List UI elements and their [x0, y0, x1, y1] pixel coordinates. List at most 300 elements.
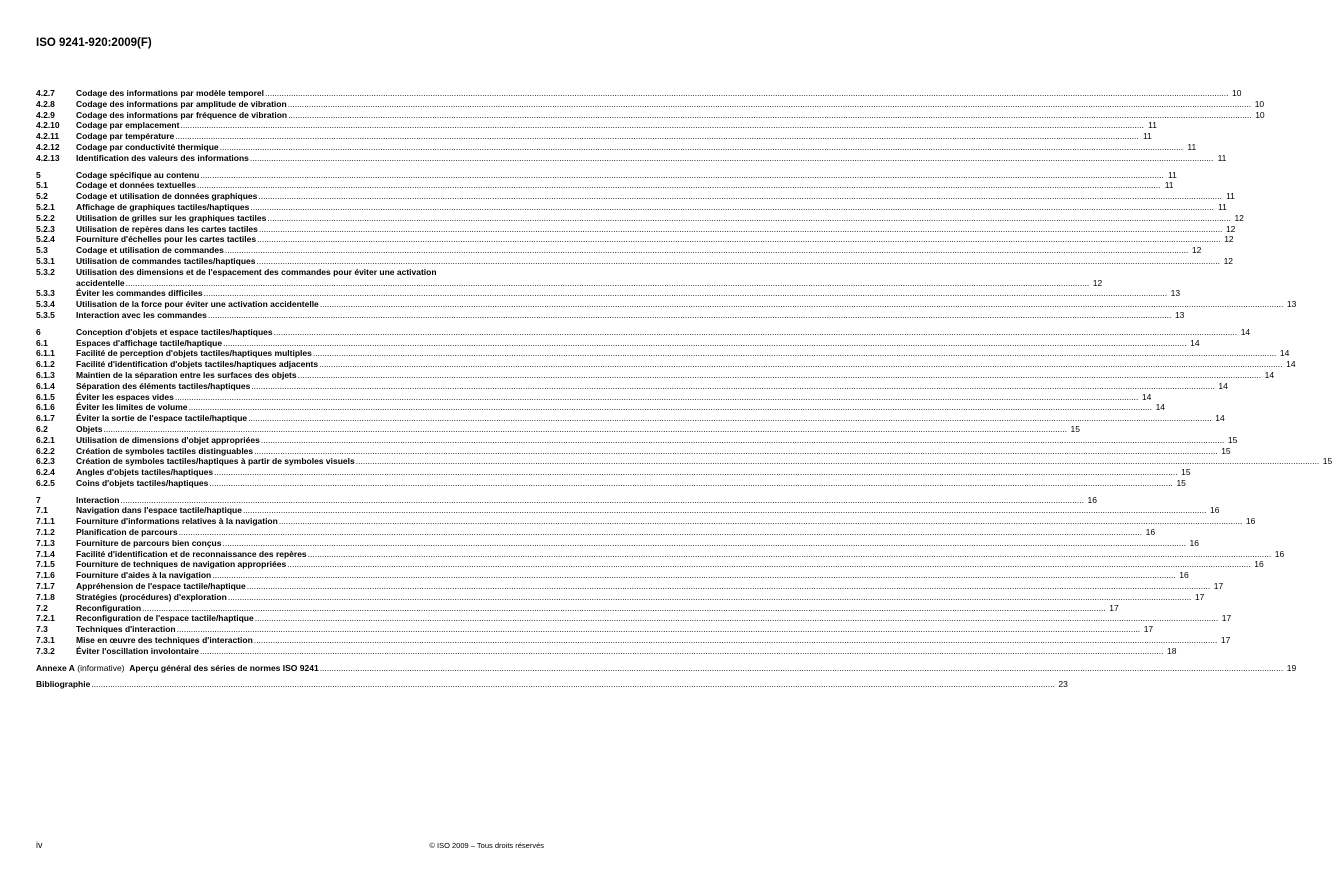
toc-entry-number: 6.1.4	[36, 380, 55, 391]
toc-entry-body	[76, 402, 1166, 413]
dot-leader	[243, 505, 1207, 516]
toc-entry-title: Reconfiguration de l'espace tactile/haptique	[76, 613, 254, 624]
toc-entry-title: Fourniture d'informations relatives à la navigation	[76, 516, 278, 527]
toc-entry-body	[76, 413, 1225, 424]
toc-entry-page: 16	[1254, 559, 1264, 570]
toc-entry-page: 14	[1218, 380, 1228, 391]
toc-entry-body	[76, 288, 1181, 299]
toc-entry[interactable]	[36, 559, 1264, 570]
dot-leader	[189, 402, 1153, 413]
toc-entry-title: Interaction	[76, 494, 120, 505]
toc-entry[interactable]	[36, 266, 1103, 289]
toc-entry-number: 6.1.2	[36, 359, 55, 370]
toc-entry[interactable]	[36, 635, 1231, 646]
toc-entry-body	[76, 348, 1290, 359]
toc-entry-number: 7.1.3	[36, 537, 55, 548]
toc-entry[interactable]	[36, 326, 1251, 338]
dot-leader	[120, 495, 1084, 506]
toc-entry-number: 7.3.1	[36, 635, 55, 646]
toc-entry-page: 11	[1218, 201, 1227, 212]
toc-entry-number: 5.2.1	[36, 201, 55, 212]
annex-informative: (informative)	[77, 662, 125, 673]
dot-leader	[209, 478, 1173, 489]
toc-entry[interactable]	[36, 477, 1186, 489]
toc-entry-page: 18	[1167, 645, 1177, 656]
dot-leader	[204, 288, 1168, 299]
toc-entry-body	[76, 570, 1189, 581]
toc-entry-title: Codage et données textuelles	[76, 180, 196, 191]
toc-entry-body	[76, 380, 1228, 392]
toc-entry-body	[76, 369, 1275, 381]
toc-entry-title: Codage des informations par modèle temporel	[76, 88, 264, 98]
toc-entry-number: 5.1	[36, 180, 48, 191]
toc-entry-title: Codage spécifique au contenu	[76, 169, 200, 180]
toc-entry-page: 14	[1215, 413, 1225, 424]
toc-entry-page: 16	[1145, 527, 1156, 538]
dot-leader	[257, 234, 1221, 245]
toc-entry[interactable]	[36, 288, 1181, 299]
toc-entry-page: 16	[1245, 516, 1256, 527]
bibliography-title: Bibliographie	[36, 679, 91, 690]
toc-entry-page: 17	[1143, 624, 1154, 635]
toc-entry-title: Utilisation de repères dans les cartes tactiles	[76, 223, 258, 234]
toc-entry-body	[36, 679, 1068, 690]
toc-entry-title: Codage et utilisation de données graphiques	[76, 191, 258, 202]
toc-entry-title: Codage par conductivité thermique	[76, 141, 219, 152]
dot-leader	[222, 538, 1186, 549]
toc-entry-body	[76, 201, 1227, 213]
toc-entry[interactable]	[36, 494, 1097, 506]
toc-entry-title: Mise en œuvre des techniques d'interaction	[76, 635, 253, 646]
toc-entry-page: 13	[1174, 309, 1185, 320]
toc-entry[interactable]	[36, 180, 1174, 191]
toc-entry-body	[76, 581, 1224, 592]
toc-entry-page: 14	[1264, 369, 1275, 380]
document-id: ISO 9241-920:2009(F)	[36, 37, 152, 49]
toc-entry-body	[76, 88, 1242, 99]
toc-entry-page: 11	[1187, 141, 1197, 152]
toc-entry[interactable]	[36, 359, 1296, 370]
toc-entry[interactable]	[36, 602, 1119, 614]
toc-entry-title: Création de symboles tactiles distinguables	[76, 445, 254, 456]
dot-leader	[126, 278, 1090, 289]
toc-entry-title: Affichage de graphiques tactiles/haptiques	[76, 201, 250, 212]
toc-entry-body	[76, 527, 1156, 538]
toc-entry-body	[76, 109, 1265, 121]
toc-entry-number: 7.1.7	[36, 581, 55, 592]
toc-entry-body	[76, 337, 1200, 349]
toc-entry-number: 6	[36, 326, 41, 337]
dot-leader	[257, 256, 1221, 267]
toc-entry-number: 4.2.11	[36, 131, 60, 142]
toc-entry[interactable]	[36, 131, 1152, 142]
toc-entry[interactable]	[36, 445, 1231, 457]
dot-leader	[180, 120, 1144, 131]
toc-entry[interactable]	[36, 413, 1225, 424]
toc-entry-title: Angles d'objets tactiles/haptiques	[76, 467, 214, 478]
dot-leader	[288, 110, 1252, 121]
toc-entry-number: 6.1.7	[36, 413, 55, 424]
dot-leader	[175, 131, 1139, 142]
toc-entry-number: 7	[36, 494, 41, 505]
toc-entry-number: 5.3.3	[36, 288, 55, 299]
dot-leader	[250, 153, 1214, 164]
toc-entry[interactable]	[36, 348, 1290, 359]
toc-entry-number: 4.2.9	[36, 109, 55, 120]
toc-entry-page: 15	[1221, 445, 1231, 456]
dot-leader	[319, 359, 1283, 370]
toc-entry-page: 12	[1234, 212, 1244, 223]
table-of-contents	[36, 88, 1332, 690]
toc-entry-body	[76, 191, 1235, 202]
toc-entry-body	[36, 662, 1297, 674]
copyright-notice: © ISO 2009 – Tous droits réservés	[429, 841, 544, 850]
toc-entry[interactable]	[36, 169, 1177, 181]
toc-entry-page: 11	[1167, 169, 1177, 180]
toc-entry-continuation	[76, 278, 1102, 289]
toc-entry[interactable]	[36, 212, 1244, 224]
toc-entry-body	[76, 212, 1244, 224]
toc-entry-body	[76, 98, 1265, 110]
toc-entry-title: Utilisation de commandes tactiles/haptiques	[76, 255, 256, 266]
toc-entry[interactable]	[36, 152, 1227, 164]
toc-entry-body	[76, 537, 1199, 549]
toc-entry-body	[76, 477, 1186, 489]
dot-leader	[91, 679, 1055, 690]
toc-entry-number: 6.1.1	[36, 348, 55, 359]
toc-entry-title: Coins d'objets tactiles/haptiques	[76, 477, 209, 488]
toc-entry-number: 4.2.10	[36, 120, 60, 131]
toc-entry-page: 10	[1232, 88, 1242, 98]
dot-leader	[228, 592, 1192, 603]
toc-entry-page: 12	[1092, 277, 1103, 288]
toc-entry-number: 4.2.12	[36, 141, 60, 152]
dot-leader	[212, 570, 1176, 581]
toc-entry-number: 7.1.2	[36, 527, 55, 538]
toc-entry-number: 5.3	[36, 245, 48, 256]
toc-entry-title: Techniques d'interaction	[76, 624, 176, 635]
toc-entry[interactable]	[36, 309, 1185, 321]
toc-entry[interactable]	[36, 645, 1177, 657]
toc-entry[interactable]	[36, 337, 1200, 349]
toc-entry-page: 16	[1210, 505, 1220, 516]
toc-entry-title-continued: accidentelle	[76, 277, 125, 288]
toc-entry-body	[76, 234, 1234, 245]
toc-entry-body	[76, 505, 1220, 516]
toc-entry-number: 6.2.4	[36, 467, 55, 478]
toc-entry-title: Codage et utilisation de commandes	[76, 245, 224, 256]
toc-entry-body	[76, 326, 1251, 338]
toc-entry-title: Éviter les espaces vides	[76, 391, 174, 402]
toc-entry-page: 11	[1148, 120, 1157, 131]
toc-entry-body	[76, 141, 1197, 153]
toc-entry-title: Conception d'objets et espace tactiles/haptiques	[76, 326, 273, 337]
toc-entry[interactable]	[36, 456, 1332, 467]
toc-entry[interactable]	[36, 527, 1156, 538]
toc-entry-number: 7.3.2	[36, 645, 55, 656]
toc-entry-body	[76, 267, 1102, 289]
toc-entry-title: Facilité de perception d'objets tactiles/haptiques multiples	[76, 348, 312, 359]
toc-entry-body	[76, 120, 1157, 131]
dot-leader	[247, 581, 1211, 592]
toc-entry-body	[76, 245, 1202, 256]
toc-entry-page: 11	[1217, 152, 1227, 163]
toc-entry-number: 7.2	[36, 602, 48, 613]
annex-title: Aperçu général des séries de normes ISO 9241	[129, 662, 319, 673]
toc-entry-body	[76, 180, 1174, 191]
toc-entry-title: Facilité d'identification et de reconnaissance des repères	[76, 548, 307, 559]
toc-entry-page: 13	[1286, 299, 1297, 310]
toc-entry-page: 17	[1221, 613, 1232, 624]
toc-entry[interactable]	[36, 516, 1256, 527]
toc-entry[interactable]	[36, 624, 1154, 635]
toc-entry-page: 15	[1227, 434, 1238, 445]
toc-entry-body	[76, 456, 1332, 467]
toc-entry-number: 5	[36, 169, 41, 180]
toc-entry-page: 12	[1191, 245, 1202, 256]
toc-entry-number: 6.1.5	[36, 391, 55, 402]
toc-entry-number: 4.2.7	[36, 88, 55, 98]
toc-entry-number: 5.2.3	[36, 223, 55, 234]
toc-entry-page: 11	[1142, 131, 1152, 142]
toc-entry-number: 6.2.2	[36, 445, 55, 456]
bibliography-page: 23	[1058, 679, 1068, 690]
toc-entry-number: 6.2.1	[36, 434, 55, 445]
dot-leader	[313, 348, 1277, 359]
toc-entry-body	[76, 152, 1227, 164]
toc-entry-page: 11	[1164, 180, 1174, 191]
toc-entry-title: Fourniture de parcours bien conçus	[76, 537, 222, 548]
toc-entry-page: 17	[1194, 591, 1205, 602]
dot-leader	[220, 142, 1184, 153]
toc-entry-title: Fourniture d'aides à la navigation	[76, 570, 212, 581]
toc-entry-title: Utilisation des dimensions et de l'espacement des commandes pour éviter une activation	[76, 266, 437, 277]
toc-entry-page: 15	[1070, 423, 1080, 434]
toc-entry[interactable]	[36, 245, 1202, 256]
toc-entry-body	[76, 434, 1238, 446]
dot-leader	[103, 424, 1067, 435]
toc-entry[interactable]	[36, 223, 1236, 235]
toc-entry-body	[76, 445, 1231, 457]
toc-entry[interactable]	[36, 201, 1227, 213]
toc-entry[interactable]	[36, 467, 1191, 478]
toc-entry-page: 14	[1141, 391, 1152, 402]
toc-entry-body	[76, 591, 1205, 603]
toc-entry-title: Reconfiguration	[76, 602, 142, 613]
toc-entry-page: 10	[1255, 109, 1265, 120]
toc-entry[interactable]	[36, 109, 1265, 121]
toc-entry[interactable]	[36, 391, 1152, 403]
toc-entry-title: Fourniture de techniques de navigation appropriées	[76, 559, 287, 570]
toc-entry-body	[76, 635, 1231, 646]
toc-entry-title: Objets	[76, 423, 103, 434]
toc-entry-number: 7.3	[36, 624, 48, 635]
toc-entry-annex[interactable]	[36, 662, 1297, 674]
dot-leader	[288, 99, 1252, 110]
toc-entry-page: 10	[1254, 98, 1265, 109]
toc-entry-body	[76, 169, 1177, 181]
toc-entry-body	[76, 391, 1152, 403]
annex-label: Annexe A	[36, 662, 75, 673]
toc-entry[interactable]	[36, 369, 1275, 381]
toc-entry-page: 12	[1224, 234, 1234, 245]
toc-entry-number: 6.1	[36, 337, 48, 348]
dot-leader	[356, 456, 1320, 467]
toc-entry-body	[76, 359, 1296, 370]
toc-entry-page: 14	[1155, 402, 1166, 413]
toc-entry-number: 5.3.2	[36, 266, 55, 277]
toc-entry-number: 5.2.2	[36, 212, 55, 223]
dot-leader	[175, 392, 1139, 403]
toc-entry-number: 5.3.1	[36, 255, 55, 266]
toc-entry-page: 17	[1220, 635, 1231, 646]
toc-entry-body	[76, 423, 1080, 435]
toc-entry-body	[76, 223, 1236, 235]
dot-leader	[250, 202, 1214, 213]
toc-entry-title: Stratégies (procédures) d'exploration	[76, 591, 227, 602]
toc-entry-page: 14	[1190, 337, 1200, 348]
toc-entry-number: 5.3.4	[36, 299, 55, 310]
toc-entry-body	[76, 131, 1152, 142]
toc-entry-page: 16	[1189, 537, 1199, 548]
toc-entry-title: Facilité d'identification d'objets tactiles/haptiques adjacents	[76, 359, 319, 370]
toc-entry[interactable]	[36, 505, 1220, 516]
toc-entry-number: 5.2	[36, 191, 48, 202]
toc-entry-number: 6.2.3	[36, 456, 55, 467]
toc-entry-page: 11	[1226, 191, 1235, 202]
toc-entry-title: Création de symboles tactiles/haptiques à partir de symboles visuels	[76, 456, 355, 467]
dot-leader	[308, 549, 1272, 560]
toc-entry-body	[76, 602, 1119, 614]
page-number: iv	[36, 840, 43, 850]
toc-entry-body	[76, 255, 1234, 267]
toc-entry[interactable]	[36, 434, 1238, 446]
toc-entry-page: 15	[1176, 477, 1186, 488]
dot-leader	[225, 245, 1189, 256]
toc-entry[interactable]	[36, 120, 1157, 131]
toc-entry[interactable]	[36, 299, 1297, 310]
toc-entry-number: 7.1	[36, 505, 48, 516]
dot-leader	[320, 663, 1284, 674]
toc-entry-title: Éviter les commandes difficiles	[76, 288, 203, 299]
toc-entry-number: 7.1.4	[36, 548, 55, 559]
toc-entry-title: Identification des valeurs des informations	[76, 152, 249, 163]
toc-entry-title: Éviter les limites de volume	[76, 402, 188, 413]
toc-entry-title: Appréhension de l'espace tactile/haptique	[76, 581, 246, 592]
toc-entry-page: 14	[1279, 348, 1290, 359]
toc-entry-number: 6.1.3	[36, 369, 55, 380]
toc-entry-body	[76, 299, 1297, 310]
toc-entry-number: 4.2.8	[36, 98, 55, 109]
dot-leader	[208, 310, 1172, 321]
dot-leader	[142, 603, 1106, 614]
toc-entry[interactable]	[36, 537, 1199, 549]
toc-entry-number: 6.2	[36, 423, 48, 434]
toc-entry-page: 14	[1240, 326, 1251, 337]
annex-page: 19	[1286, 662, 1297, 673]
toc-entry-title: Utilisation de la force pour éviter une activation accidentelle	[76, 299, 319, 310]
toc-entry-page: 12	[1225, 223, 1236, 234]
toc-entry-title: Espaces d'affichage tactile/haptique	[76, 337, 223, 348]
toc-entry-body	[76, 624, 1154, 635]
toc-entry-number: 7.1.1	[36, 516, 55, 527]
toc-entry[interactable]	[36, 380, 1228, 392]
toc-entry-page: 14	[1286, 359, 1296, 370]
toc-entry[interactable]	[36, 191, 1235, 202]
toc-entry-body	[76, 467, 1191, 478]
toc-entry-body	[76, 516, 1256, 527]
toc-entry-number: 4.2.13	[36, 152, 60, 163]
toc-entry-number: 5.3.5	[36, 309, 55, 320]
toc-entry[interactable]	[36, 255, 1234, 267]
dot-leader	[258, 191, 1222, 202]
dot-leader	[223, 338, 1187, 349]
toc-entry-number: 7.1.6	[36, 570, 55, 581]
dot-leader	[254, 635, 1218, 646]
toc-entry-title: Planification de parcours	[76, 527, 178, 538]
dot-leader	[259, 224, 1223, 235]
toc-entry-page: 17	[1109, 602, 1119, 613]
toc-entry[interactable]	[36, 88, 1242, 99]
toc-entry-number: 6.2.5	[36, 477, 55, 488]
toc-entry-page: 16	[1274, 548, 1285, 559]
toc-entry-body	[76, 548, 1285, 560]
dot-leader	[287, 559, 1251, 570]
dot-leader	[179, 527, 1143, 538]
toc-entry-page: 17	[1213, 581, 1224, 592]
dot-leader	[320, 299, 1284, 310]
toc-entry-body	[76, 645, 1177, 657]
dot-leader	[197, 180, 1161, 191]
toc-entry-title: Fourniture d'échelles pour les cartes tactiles	[76, 234, 257, 245]
toc-entry-number: 5.2.4	[36, 234, 55, 245]
toc-entry[interactable]	[36, 548, 1285, 560]
toc-entry[interactable]	[36, 98, 1265, 110]
toc-entry[interactable]	[36, 591, 1205, 603]
toc-entry-title: Maintien de la séparation entre les surfaces des objets	[76, 369, 297, 380]
dot-leader	[248, 413, 1212, 424]
dot-leader	[267, 213, 1231, 224]
toc-entry-bibliography[interactable]	[36, 679, 1068, 690]
toc-entry[interactable]	[36, 423, 1080, 435]
dot-leader	[254, 446, 1218, 457]
toc-entry-page: 15	[1322, 456, 1332, 467]
dot-leader	[261, 435, 1225, 446]
dot-leader	[200, 170, 1164, 181]
toc-entry-number: 6.1.6	[36, 402, 55, 413]
dot-leader	[200, 646, 1164, 657]
toc-entry-title: Interaction avec les commandes	[76, 309, 207, 320]
toc-entry[interactable]	[36, 234, 1234, 245]
toc-entry-number: 7.1.8	[36, 591, 55, 602]
toc-entry[interactable]	[36, 570, 1189, 581]
dot-leader	[279, 516, 1243, 527]
toc-entry-page: 16	[1087, 494, 1097, 505]
dot-leader	[177, 624, 1141, 635]
toc-entry[interactable]	[36, 141, 1197, 153]
toc-entry[interactable]	[36, 613, 1232, 624]
toc-entry-title: Codage par emplacement	[76, 120, 180, 131]
dot-leader	[274, 327, 1238, 338]
dot-leader	[255, 613, 1219, 624]
toc-entry-title: Codage des informations par amplitude de vibration	[76, 98, 287, 109]
toc-entry-title: Codage par température	[76, 131, 175, 142]
toc-entry[interactable]	[36, 581, 1224, 592]
toc-entry-number: 7.2.1	[36, 613, 55, 624]
toc-entry-page: 16	[1179, 570, 1189, 581]
toc-entry-body	[76, 559, 1264, 570]
toc-entry[interactable]	[36, 402, 1166, 413]
